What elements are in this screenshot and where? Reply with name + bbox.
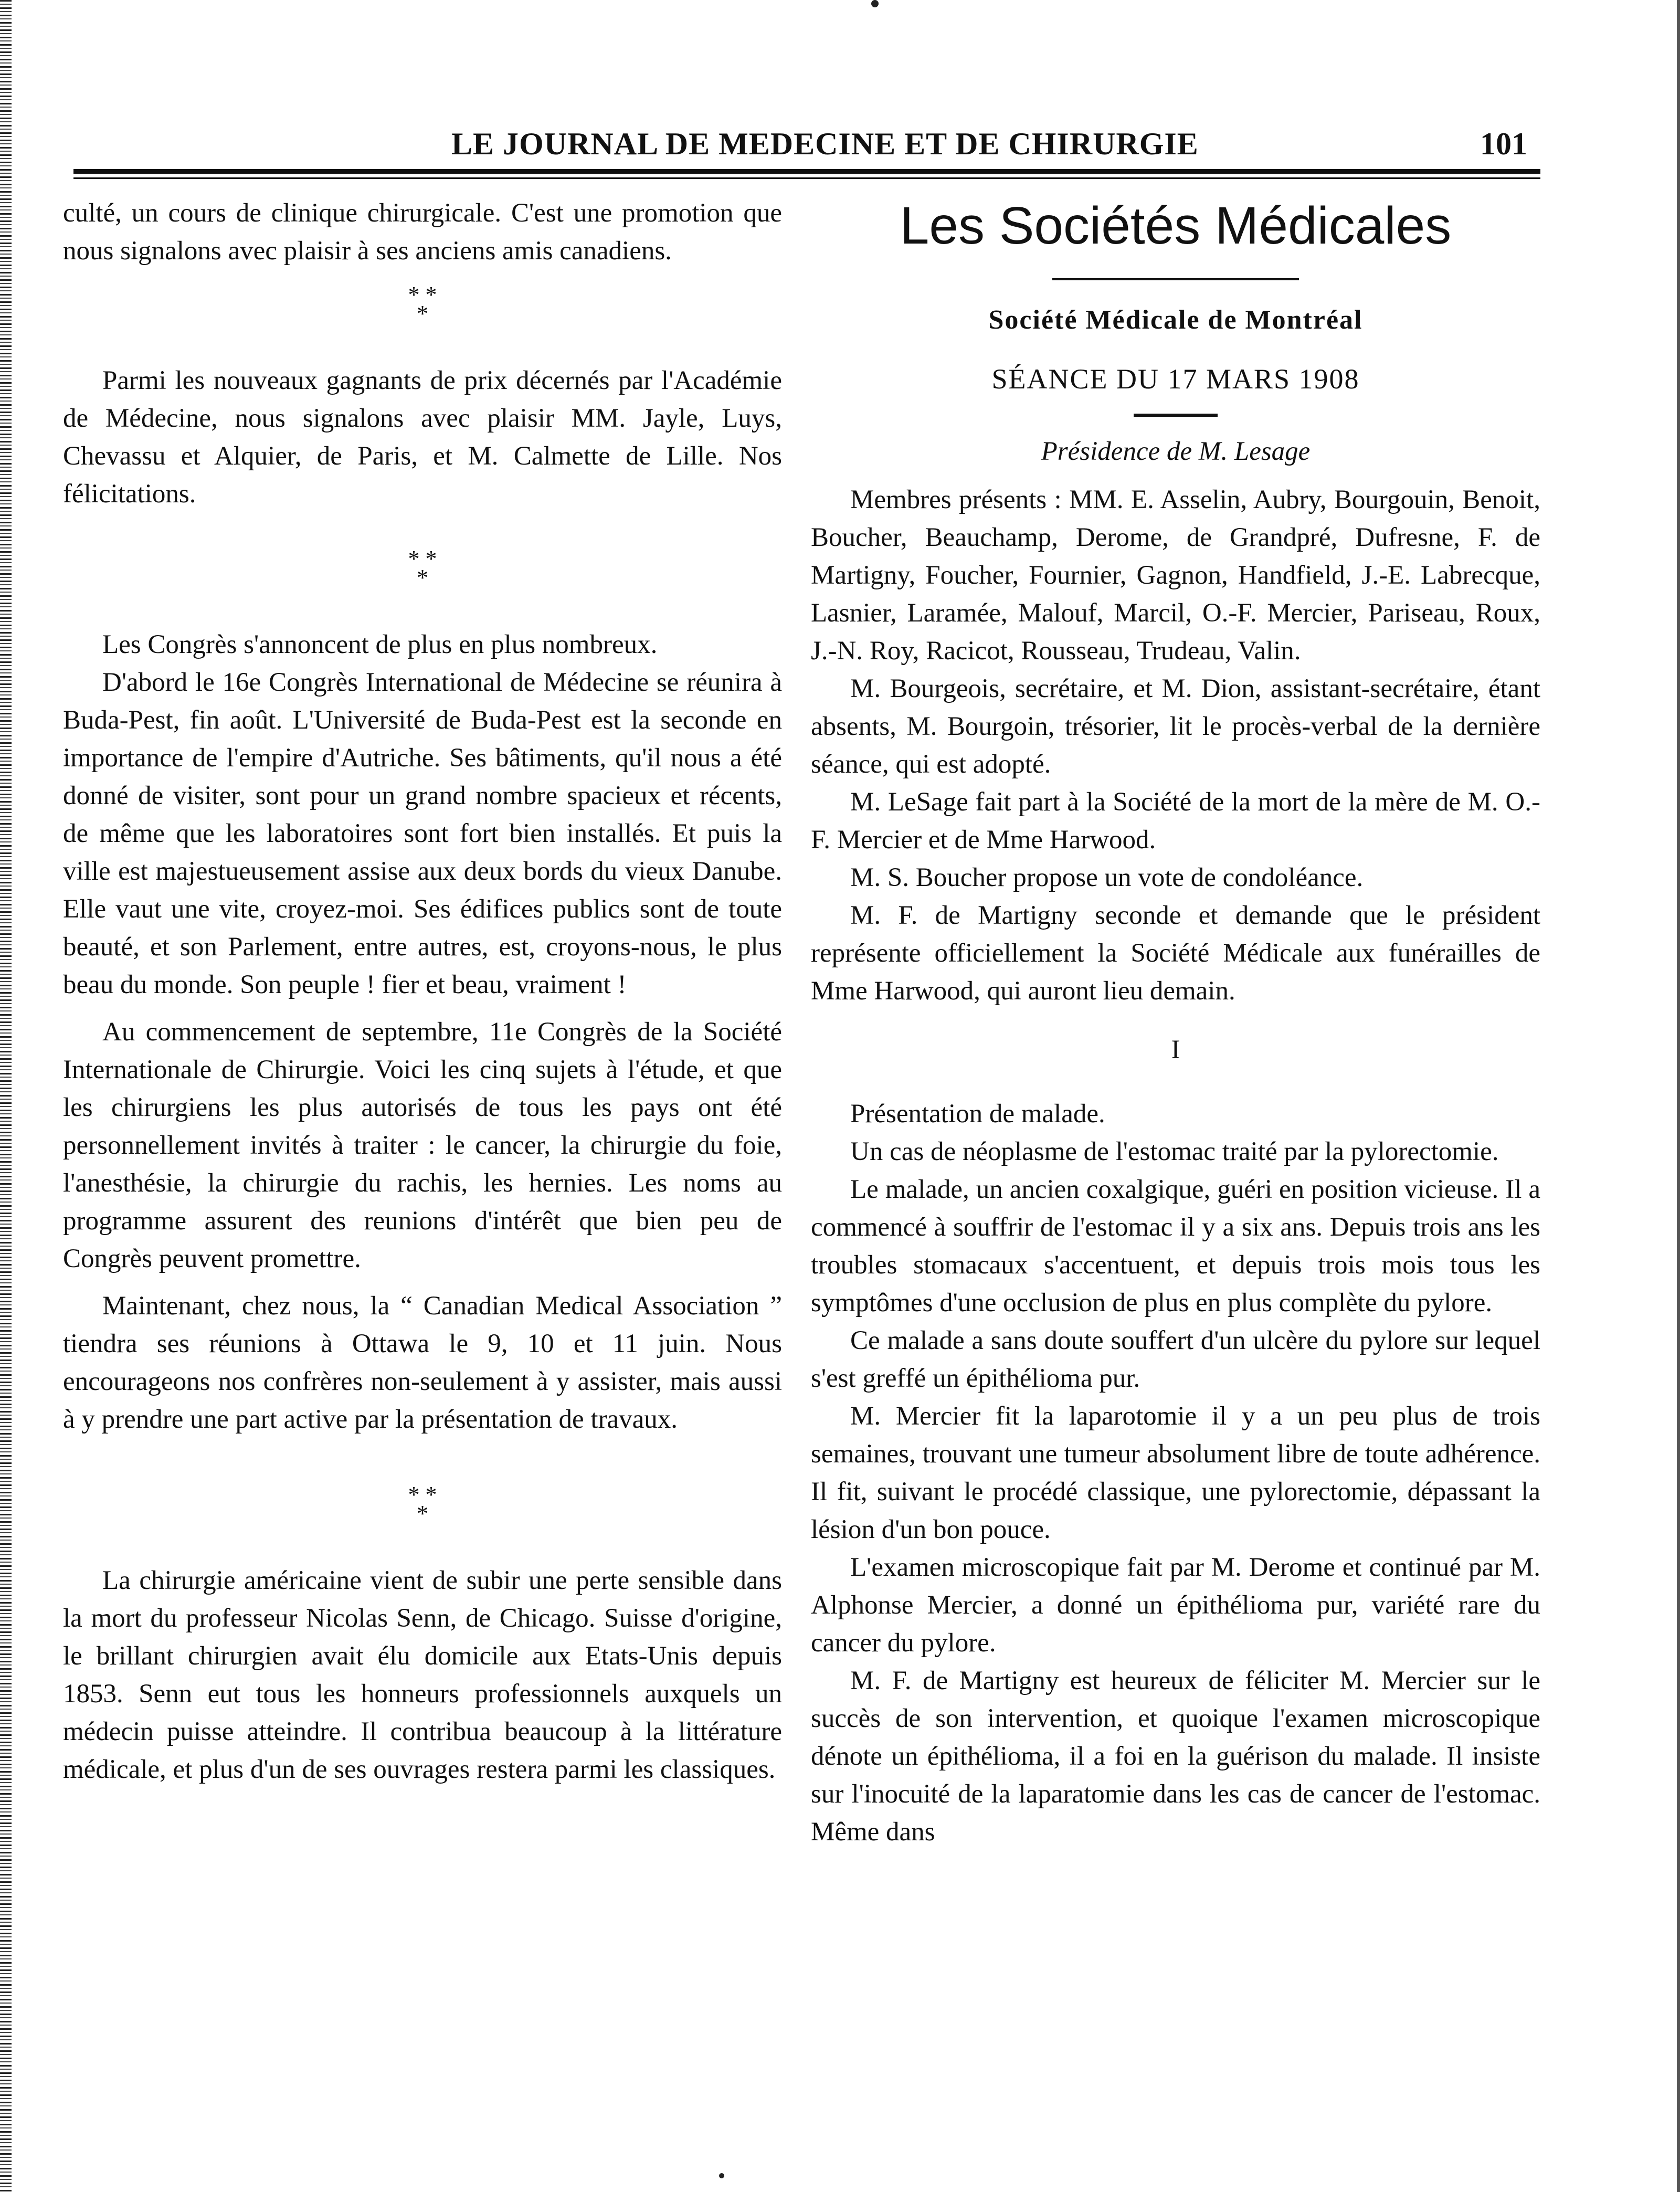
scan-edge-left: [0, 0, 12, 2192]
header-rule: [73, 169, 1540, 174]
asterism: * * *: [408, 282, 437, 326]
seance-rule: [1134, 414, 1218, 417]
ink-speck: [871, 0, 879, 7]
paragraph: M. F. de Martigny est heureux de féliciter M. Mercier sur le succès de son intervention, et quoique l'examen microscopique dénote un épithélioma, il a foi en la guérison du malade. Il insiste sur l'inocuité de la laparatomie dans les cas de cancer de l'estomac. Même dans: [811, 1666, 1540, 1847]
section-title: Les Sociétés Médicales: [900, 196, 1452, 255]
title-rule: [1052, 278, 1299, 280]
paragraph: Le malade, un ancien coxalgique, guéri en position vicieuse. Il a commencé à souffrir de l'estomac il y a six ans. Depuis trois ans les troubles stomacaux s'accentuent, et depuis trois mois tous les symptômes d'une occlusion de plus en plus complète du pylore.: [811, 1175, 1540, 1318]
page-number: 101: [1480, 127, 1527, 161]
ink-speck: [719, 2173, 724, 2178]
paragraph: Au commencement de septembre, 11e Congrès de la Société Internationale de Chirurgie. Voici les cinq sujets à l'étude, et que les chirurgiens les plus autorisés de tous les pays ont été personnellement invités à traiter : le cancer, la chirurgie du foie, l'anesthésie, la chirurgie du rachis, les hernies. Les noms au programme assurent des reunions d'intérêt que bien peu de Congrès peuvent promettre.: [63, 1017, 782, 1273]
left-column: [63, 194, 782, 1788]
presidence-line: Présidence de M. Lesage: [1041, 437, 1311, 466]
paragraph: M. S. Boucher propose un vote de condoléance.: [850, 863, 1364, 892]
right-column: [811, 194, 1540, 1851]
society-name: Société Médicale de Montréal: [988, 305, 1363, 335]
section-number: I: [1171, 1035, 1180, 1065]
journal-title: LE JOURNAL DE MEDECINE ET DE CHIRURGIE: [451, 127, 1199, 161]
paragraph: M. LeSage fait part à la Société de la mort de la mère de M. O.-F. Mercier et de Mme Harwood.: [811, 787, 1540, 855]
paragraph: Parmi les nouveaux gagnants de prix décernés par l'Académie de Médecine, nous signalons avec plaisir MM. Jayle, Luys, Chevassu et Alquier, de Paris, et M. Calmette de Lille. Nos félicitations.: [63, 366, 782, 509]
header-rule-thin: [73, 177, 1540, 179]
paragraph: D'abord le 16e Congrès International de Médecine se réunira à Buda-Pest, fin août. L'Université de Buda-Pest est la seconde en importance de l'empire d'Autriche. Ses bâtiments, qu'il nous a été donné de visiter, sont pour un grand nombre spacieux et récents, de même que les laboratoires sont fort bien installés. Et puis la ville est majestueusement assise aux deux bords du vieux Danube. Elle vaut une vite, croyez-moi. Ses édifices publics sont de toute beauté, et son Parlement, entre autres, est, croyons-nous, le plus beau du monde. Son peuple ! fier et beau, vraiment !: [63, 668, 782, 999]
paragraph: Un cas de néoplasme de l'estomac traité par la pylorectomie.: [850, 1137, 1499, 1166]
paragraph: Les Congrès s'annoncent de plus en plus nombreux.: [102, 630, 658, 659]
paragraph: L'examen microscopique fait par M. Derome et continué par M. Alphonse Mercier, a donné un épithélioma pur, variété rare du cancer du pylore.: [811, 1553, 1540, 1658]
paragraph: M. Bourgeois, secrétaire, et M. Dion, assistant-secrétaire, étant absents, M. Bourgoin, trésorier, lit le procès-verbal de la dernière séance, qui est adopté.: [811, 674, 1540, 779]
paragraph: M. Mercier fit la laparotomie il y a un peu plus de trois semaines, trouvant une tumeur absolument libre de toute adhérence. Il fit, suivant le procédé classique, une pylorectomie, dépassant la lésion d'un bon pouce.: [811, 1401, 1540, 1544]
paragraph: culté, un cours de clinique chirurgicale. C'est une promotion que nous signalons avec plaisir à ses anciens amis canadiens.: [63, 198, 782, 266]
asterism: * * *: [408, 1482, 437, 1526]
running-header: [73, 126, 1543, 163]
paragraph: Ce malade a sans doute souffert d'un ulcère du pylore sur lequel s'est greffé un épithélioma pur.: [811, 1326, 1540, 1393]
seance-heading: SÉANCE DU 17 MARS 1908: [991, 363, 1360, 395]
paragraph: Maintenant, chez nous, la “ Canadian Medical Association ” tiendra ses réunions à Ottawa le 9, 10 et 11 juin. Nous encourageons nos confrères non-seulement à y assister, mais aussi à y prendre une part active par la présentation de travaux.: [63, 1291, 782, 1434]
paragraph: Membres présents : MM. E. Asselin, Aubry, Bourgouin, Benoit, Boucher, Beauchamp, Derome, de Grandpré, Dufresne, F. de Martigny, Foucher, Fournier, Gagnon, Handfield, J.-E. Labrecque, Lasnier, Laramée, Malouf, Marcil, O.-F. Mercier, Pariseau, Roux, J.-N. Roy, Racicot, Rousseau, Trudeau, Valin.: [811, 485, 1540, 666]
scan-edge-right: [1677, 0, 1680, 2192]
paragraph: La chirurgie américaine vient de subir une perte sensible dans la mort du professeur Nicolas Senn, de Chicago. Suisse d'origine, le brillant chirurgien avait élu domicile aux Etats-Unis depuis 1853. Senn eut tous les honneurs professionnels auxquels un médecin puisse atteindre. Il contribua beaucoup à la littérature médicale, et plus d'un de ses ouvrages restera parmi les classiques.: [63, 1566, 782, 1784]
paragraph: Présentation de malade.: [850, 1099, 1105, 1129]
paragraph: M. F. de Martigny seconde et demande que le président représente officiellement la Société Médicale aux funérailles de Mme Harwood, qui auront lieu demain.: [811, 901, 1540, 1006]
asterism: * * *: [408, 546, 437, 591]
